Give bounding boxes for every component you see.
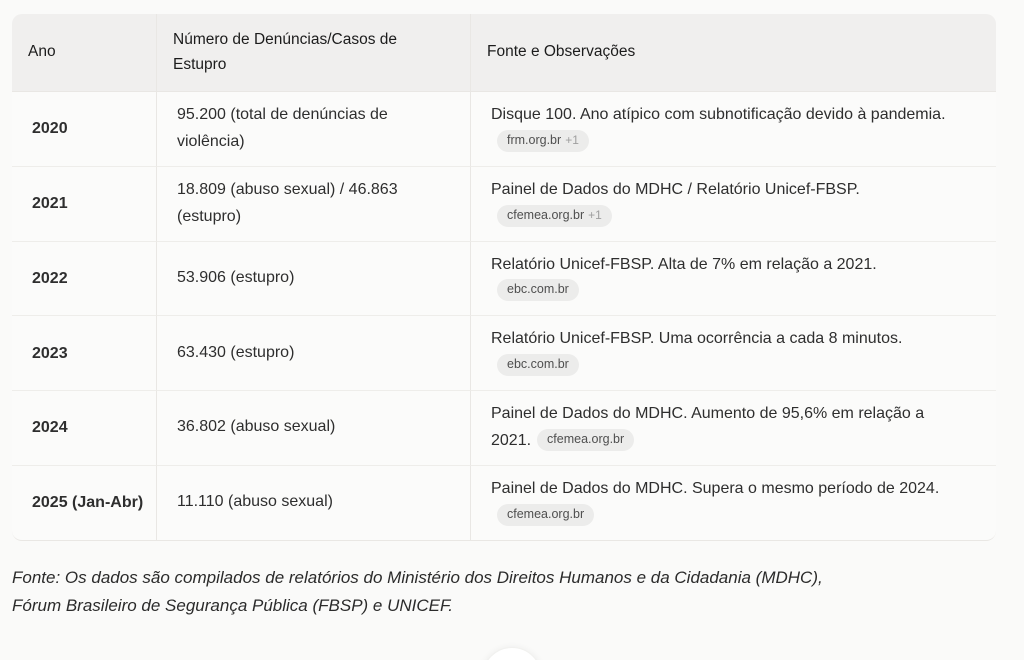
source-text: Relatório Unicef-FBSP. Alta de 7% em relação a 2021. [491,255,877,273]
year-cell: 2020 [12,92,156,167]
citation-domain: cfemea.org.br [507,207,585,222]
table-header-row [12,14,996,92]
cases-cell: 63.430 (estupro) [156,316,470,391]
citation-domain: frm.org.br [507,132,562,147]
citation-domain: cfemea.org.br [547,431,625,446]
source-footnote: Fonte: Os dados são compilados de relatórios do Ministério dos Direitos Humanos e da Cidadania (MDHC), Fórum Brasileiro de Segurança Pública (FBSP) e UNICEF. [12,568,823,615]
citation-badge[interactable] [497,205,612,227]
citation-badge[interactable] [497,279,579,301]
header-numero-denuncias: Número de Denúncias/Casos de Estupro [156,14,470,92]
source-text: Painel de Dados do MDHC. Supera o mesmo período de 2024. [491,479,940,497]
statistics-table-container [12,14,996,541]
year-cell: 2022 [12,242,156,317]
citation-badge[interactable] [497,504,594,526]
table-row [12,242,996,317]
citation-domain: cfemea.org.br [507,506,585,521]
citation-badge[interactable] [537,429,634,451]
source-cell [470,242,996,317]
citation-domain: ebc.com.br [507,282,569,297]
cases-cell: 18.809 (abuso sexual) / 46.863 (estupro) [156,167,470,242]
table-row [12,92,996,167]
statistics-table [12,14,996,541]
table-row [12,316,996,391]
citation-extra-count: +1 [565,132,579,147]
cases-cell: 11.110 (abuso sexual) [156,466,470,541]
year-cell: 2024 [12,391,156,466]
cases-cell: 53.906 (estupro) [156,242,470,317]
table-body [12,92,996,541]
header-ano: Ano [12,14,156,92]
source-cell [470,167,996,242]
source-cell [470,466,996,541]
citation-extra-count: +1 [588,207,602,222]
source-text: Disque 100. Ano atípico com subnotificação devido à pandemia. [491,106,946,123]
year-cell: 2021 [12,167,156,242]
table-row [12,167,996,242]
source-text: Painel de Dados do MDHC / Relatório Unicef-FBSP. [491,180,860,198]
source-cell [470,92,996,167]
citation-badge[interactable] [497,354,579,376]
source-cell [470,391,996,466]
source-text: Painel de Dados do MDHC. Aumento de 95,6% em relação a 2021. [491,405,925,449]
year-cell: 2025 (Jan-Abr) [12,466,156,541]
source-cell [470,316,996,391]
year-cell: 2023 [12,316,156,391]
citation-badge[interactable] [497,130,589,152]
cases-cell: 95.200 (total de denúncias de violência) [156,92,470,167]
source-text: Relatório Unicef-FBSP. Uma ocorrência a cada 8 minutos. [491,330,903,348]
scroll-to-bottom-button[interactable] [482,647,542,660]
table-row [12,466,996,541]
cases-cell: 36.802 (abuso sexual) [156,391,470,466]
table-row [12,391,996,466]
citation-domain: ebc.com.br [507,357,569,372]
header-fonte-observacoes: Fonte e Observações [470,14,996,92]
table-header [12,14,996,92]
